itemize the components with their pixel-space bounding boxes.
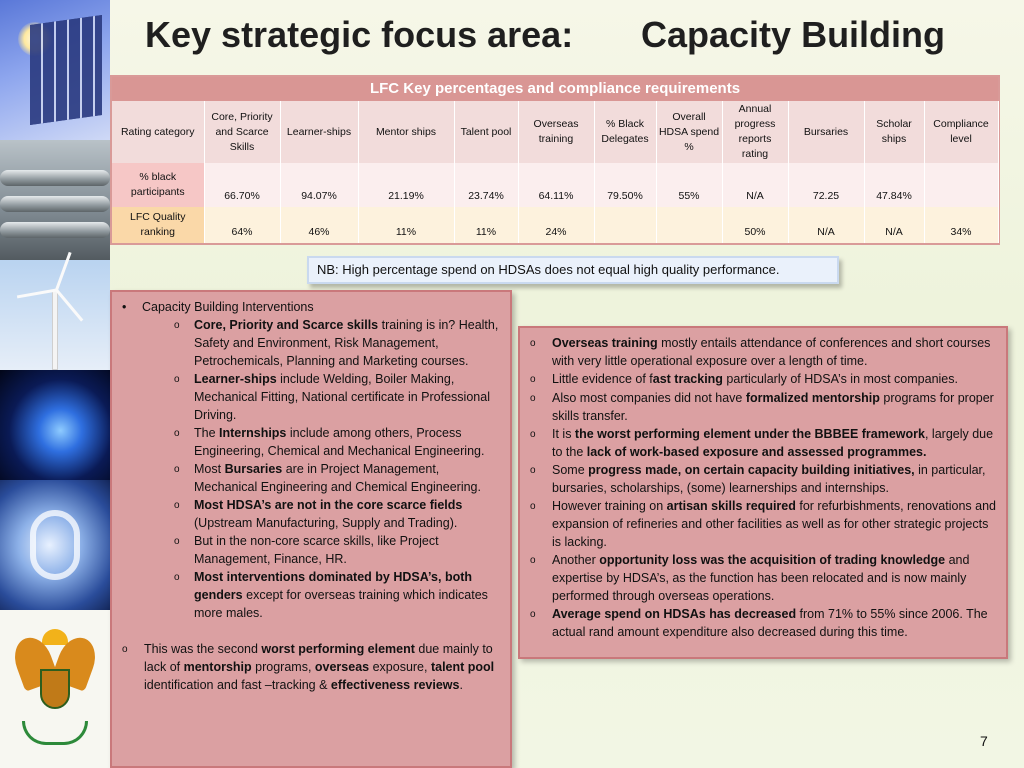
pipeline-photo [0,140,110,260]
table-cell: N/A [788,207,864,243]
list-item: o Overseas training mostly entails attendance of conferences and short courses with very little operational exposure over a length of time. [530,336,991,368]
table-cell: 11% [358,207,454,243]
column-header: Bursaries [788,101,864,163]
title-left: Key strategic focus area: [145,14,574,55]
panel-heading: Capacity Building Interventions [142,300,314,314]
list-item: o It is the worst performing element under the BBBEE framework, largely due to the lack of work-based exposure and assessed programmes. [530,427,994,459]
circle-bullet-icon: o [174,464,180,475]
list-item: o Some progress made, on certain capacity building initiatives, in particular, bursaries, scholarships, (some) learnerships and internships. [530,463,986,495]
circle-bullet-icon: o [530,393,536,404]
table-heading: LFC Key percentages and compliance requirements [112,77,998,101]
coat-of-arms-logo [0,610,110,768]
circle-bullet-icon: o [530,338,536,349]
circle-bullet-icon: o [174,572,180,583]
interventions-panel [110,290,512,768]
column-header: Mentor ships [358,101,454,163]
list-item: o Average spend on HDSAs has decreased from 71% to 55% since 2006. The actual rand amount expenditure also decreased during this time. [530,607,988,639]
table-cell: 23.74% [454,163,518,207]
circle-bullet-icon: o [530,465,536,476]
list-item: o But in the non-core scarce skills, like Project Management, Finance, HR. [174,534,439,566]
compliance-table [110,75,1000,245]
list-item: o The Internships include among others, Process Engineering, Chemical and Mechanical Engineering. [174,426,485,458]
nb-note: NB: High percentage spend on HDSAs does not equal high quality performance. [307,256,839,284]
table-cell: 55% [656,163,722,207]
circle-bullet-icon: o [530,609,536,620]
circle-bullet-icon: o [174,536,180,547]
closing-summary: This was the second worst performing element due mainly to lack of mentorship programs, overseas exposure, talent pool identification and fast –tracking & effectiveness reviews. [144,642,495,692]
table-row [112,163,998,207]
table-cell [594,207,656,243]
column-header: Talent pool [454,101,518,163]
list-item [122,298,502,316]
circle-bullet-icon: o [530,374,536,385]
column-header: Annual progress reports rating [722,101,788,163]
list-item: o Core, Priority and Scarce skills training is in? Health, Safety and Environment, Risk Management, Petrochemicals, Planning and Marketing courses. [174,318,499,368]
page-number: 7 [980,733,988,749]
table-cell: 72.25 [788,163,864,207]
row-label: % black participants [112,163,204,207]
table-cell: 94.07% [280,163,358,207]
solar-panel-photo [0,0,110,140]
table-cell: 79.50% [594,163,656,207]
table-cell: 11% [454,207,518,243]
table-cell: 24% [518,207,594,243]
table-cell: N/A [864,207,924,243]
column-header: Core, Priority and Scarce Skills [204,101,280,163]
row-label: LFC Quality ranking [112,207,204,243]
list-item: o Little evidence of fast tracking particularly of HDSA’s in most companies. [530,370,1000,389]
table-cell: 21.19% [358,163,454,207]
circle-bullet-icon: o [530,501,536,512]
table-cell: 50% [722,207,788,243]
column-header: Overseas training [518,101,594,163]
list-item: o Most HDSA’s are not in the core scarce fields (Upstream Manufacturing, Supply and Trading). [174,498,463,530]
list-item: o However training on artisan skills required for refurbishments, renovations and expansion of refineries and other facilities as well as for other strategic projects is lacking. [530,499,996,549]
list-item: o Another opportunity loss was the acquisition of trading knowledge and expertise by HDSA’s, as the function has been relocated and is now mainly performed through overseas operations. [530,553,970,603]
energy-bulb-photo [0,480,110,610]
table-header-row [112,101,998,163]
table-cell [656,207,722,243]
circle-bullet-icon: o [174,320,180,331]
circle-bullet-icon: o [530,429,536,440]
slide-title [145,14,1005,64]
column-header: Compliance level [924,101,998,163]
table-cell: 64% [204,207,280,243]
table-cell [924,163,998,207]
list-item: o Also most companies did not have formalized mentorship programs for proper skills transfer. [530,391,994,423]
circle-bullet-icon: o [122,644,128,655]
table-cell: 46% [280,207,358,243]
table-cell: 34% [924,207,998,243]
circle-bullet-icon: o [174,374,180,385]
slide-content [110,0,1024,768]
circle-bullet-icon: o [174,500,180,511]
wind-turbine-photo [0,260,110,370]
list-item: o Learner-ships include Welding, Boiler Making, Mechanical Fitting, National certificate in Professional Driving. [174,372,490,422]
bullet-icon: • [122,300,127,314]
column-header: Learner-ships [280,101,358,163]
table-row [112,207,998,243]
table-cell: 47.84% [864,163,924,207]
gas-flame-photo [0,370,110,480]
column-header: Scholar ships [864,101,924,163]
list-item: o Most Bursaries are in Project Management, Mechanical Engineering and Chemical Engineering. [174,462,481,494]
column-header: % Black Delegates [594,101,656,163]
findings-panel [518,326,1008,659]
table-cell: 64.11% [518,163,594,207]
column-header: Overall HDSA spend % [656,101,722,163]
list-item: o Most interventions dominated by HDSA’s, both genders except for overseas training which indicates more males. [174,570,488,620]
list-item [122,640,502,694]
table-cell: 66.70% [204,163,280,207]
table-cell: N/A [722,163,788,207]
photo-strip [0,0,110,768]
circle-bullet-icon: o [530,555,536,566]
title-right: Capacity Building [641,14,946,55]
circle-bullet-icon: o [174,428,180,439]
column-header: Rating category [112,101,204,163]
